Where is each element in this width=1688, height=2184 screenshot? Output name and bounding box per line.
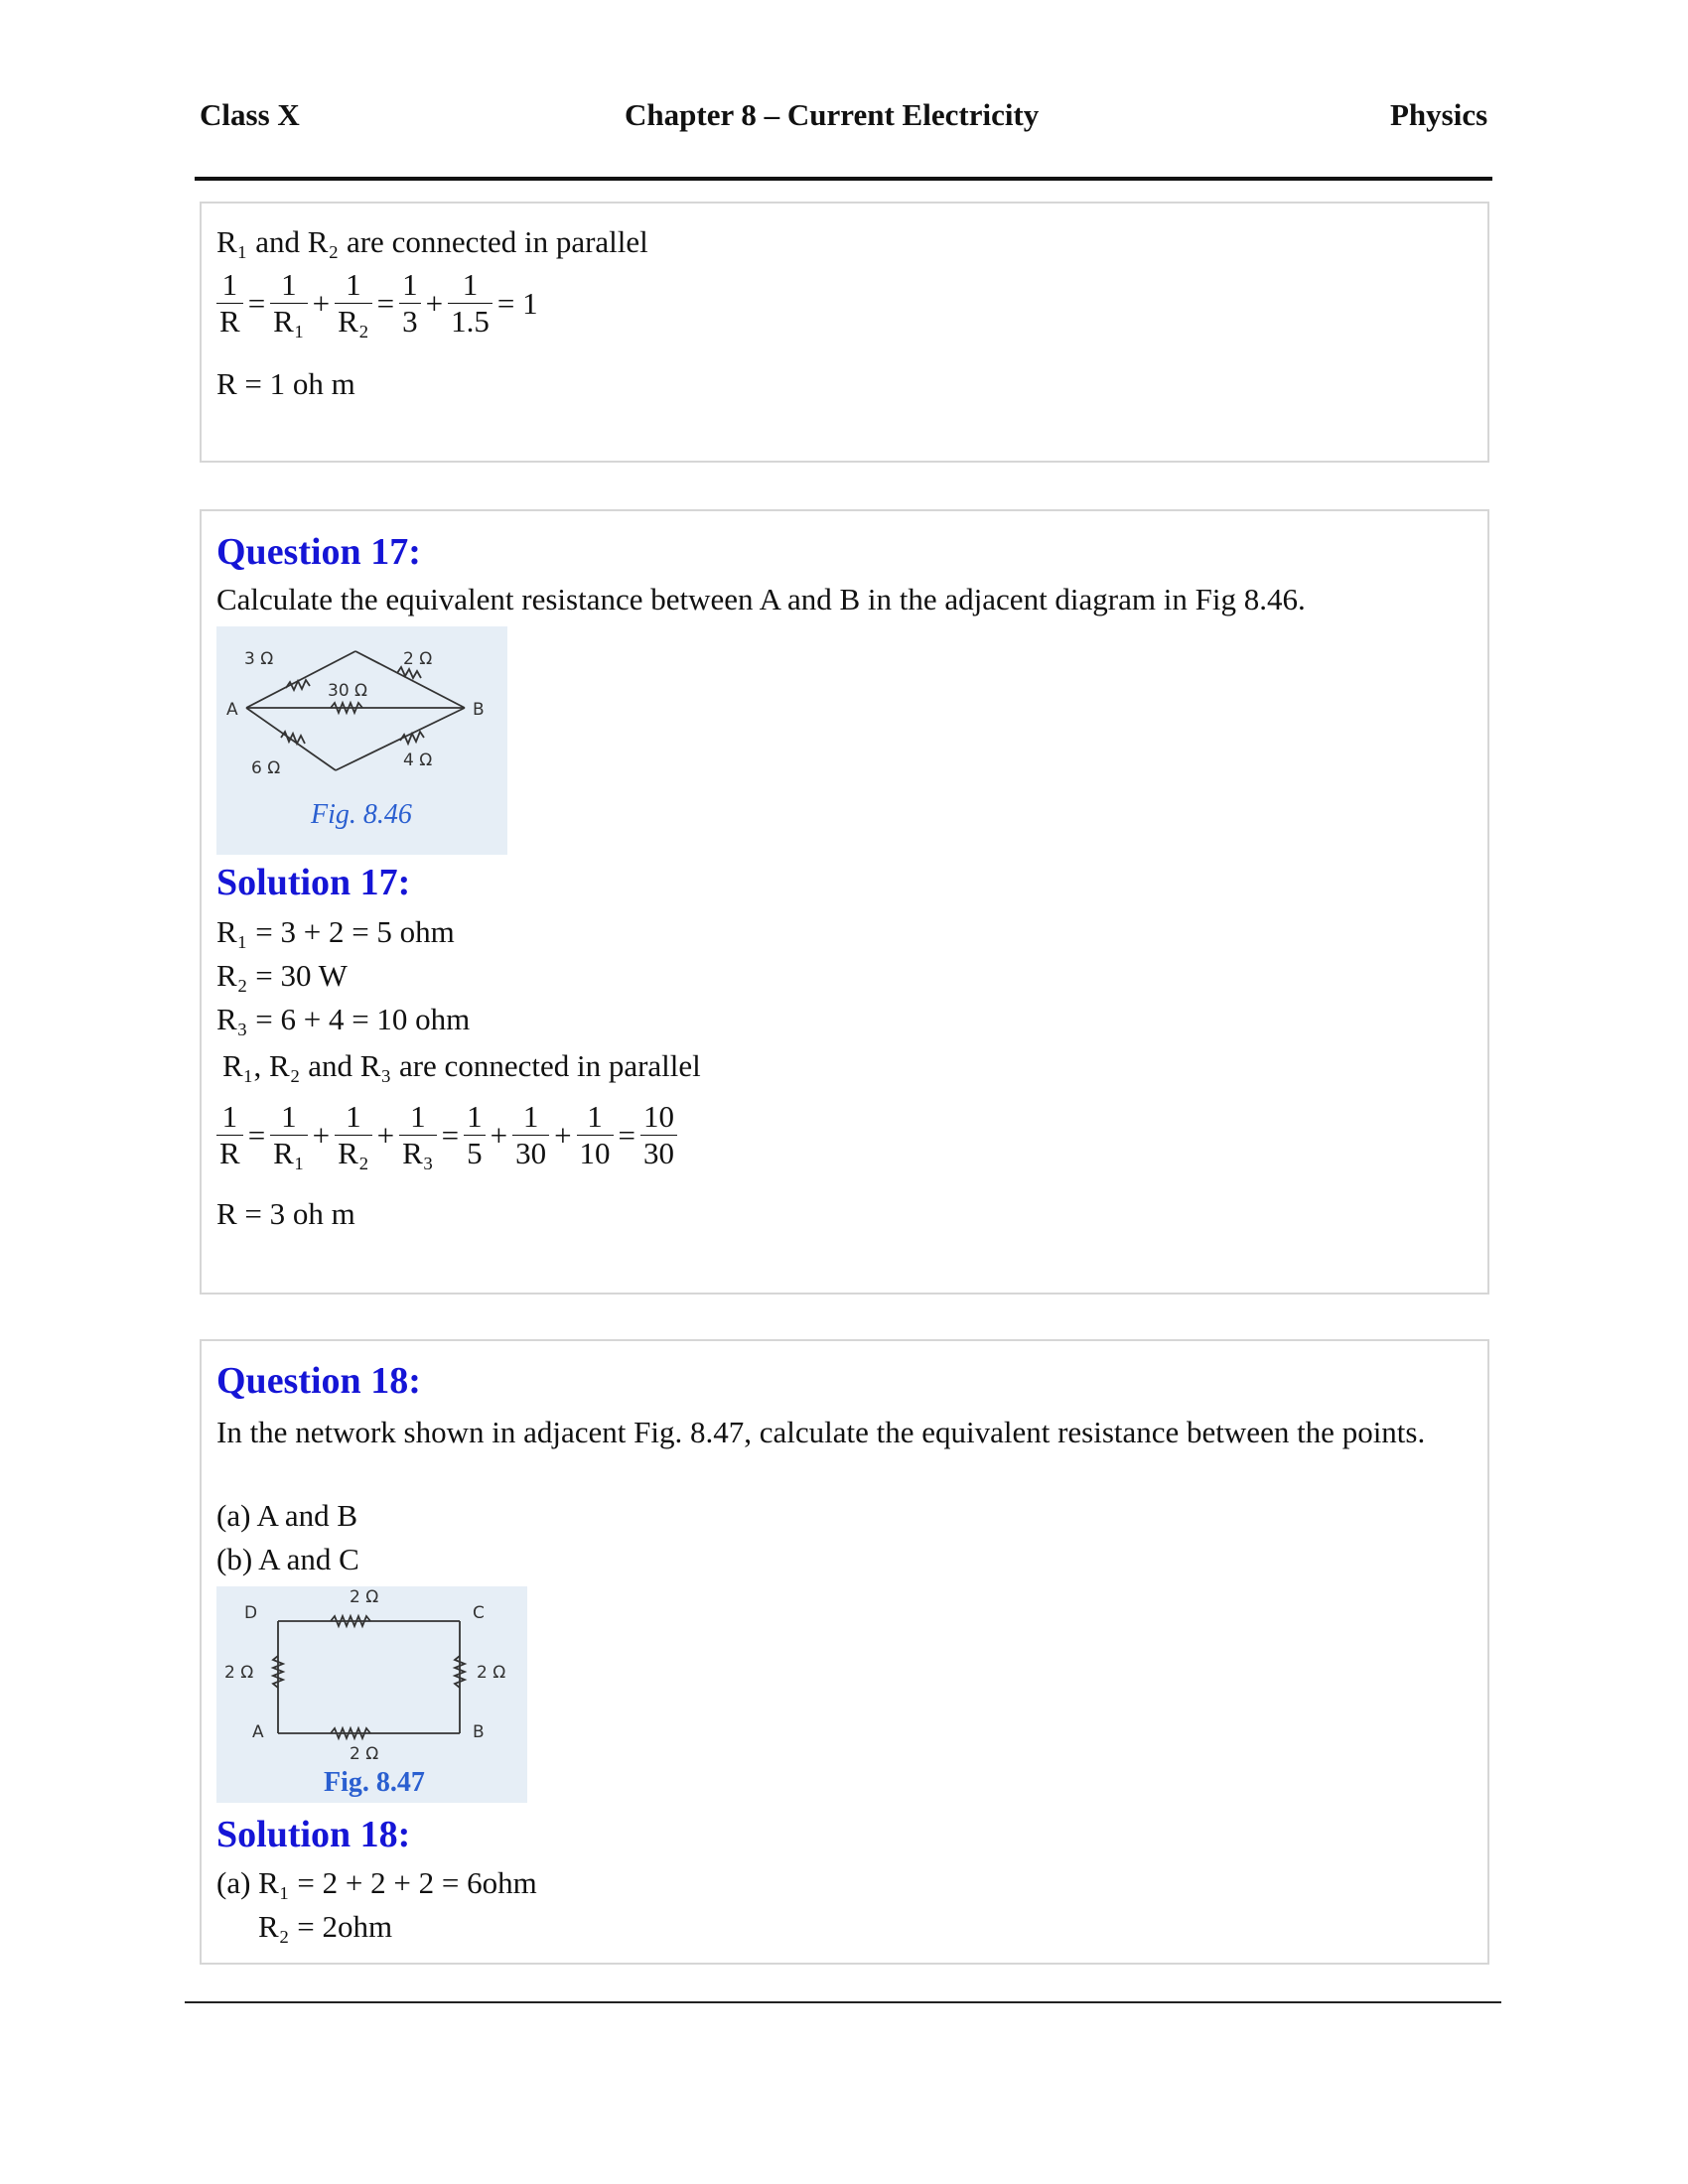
label-top-2-ohm: 2 Ω <box>350 1587 379 1607</box>
label-4-ohm: 4 Ω <box>403 751 433 770</box>
label-30-ohm: 30 Ω <box>328 681 368 701</box>
equation-result: = 1 <box>496 285 538 321</box>
solution-17-line2: R₂ = 30 W <box>216 958 348 993</box>
fraction: $\frac{1}{\text{R₃}}$ <box>399 1099 436 1170</box>
fraction: $\frac{1}{3}$ <box>399 267 421 339</box>
label-3-ohm: 3 Ω <box>244 649 274 669</box>
label-right-2-ohm: 2 Ω <box>477 1663 506 1683</box>
fraction: $\frac{1}{10}$ <box>577 1099 614 1170</box>
fraction: $\frac{1}{\text{R₂}}$ <box>335 267 371 339</box>
node-a: A <box>252 1722 264 1742</box>
option-a: (a) A and B <box>216 1498 358 1533</box>
result-text: R = 1 oh m <box>216 366 355 401</box>
fraction: $\frac{1}{\text{R₂}}$ <box>335 1099 371 1170</box>
header-class: Class X <box>200 97 300 132</box>
node-d: D <box>244 1603 258 1623</box>
parallel-statement: R₁ and R₂ are connected in parallel <box>216 224 648 259</box>
solution-17-equation: $\frac{1}{R}$ = $\frac{1}{\text{R₁}}$ + $\frac{1}{\text{R₂}}$ + $\frac{1}{\text{R₃}}$ = $\frac{1}{5}$ + $\frac{1}{30}$ + $\frac{1}{10}$ = $\frac{10}{30}$ <box>216 1099 677 1170</box>
node-a: A <box>226 700 238 720</box>
label-bottom-2-ohm: 2 Ω <box>350 1744 379 1764</box>
node-c: C <box>473 1603 485 1623</box>
fraction: $\frac{1}{\text{R₁}}$ <box>270 267 307 339</box>
figure-caption: Fig. 8.46 <box>311 799 412 830</box>
solution-continuation-box <box>200 202 1489 463</box>
option-b: (b) A and C <box>216 1542 359 1576</box>
solution-18-line2: R₂ = 2ohm <box>258 1909 393 1944</box>
fraction: $\frac{1}{1.5}$ <box>448 267 492 339</box>
question-18-text: In the network shown in adjacent Fig. 8.47, calculate the equivalent resistance between the points. <box>216 1415 1426 1449</box>
fraction: $\frac{10}{30}$ <box>640 1099 677 1170</box>
figure-caption: Fig. 8.47 <box>324 1767 425 1798</box>
fraction: $\frac{1}{R}$ <box>216 1099 243 1170</box>
label-6-ohm: 6 Ω <box>251 758 281 778</box>
fraction: $\frac{1}{R}$ <box>216 267 243 339</box>
header-rule <box>195 177 1492 181</box>
solution-17-line4: R₁, R₂ and R₃ are connected in parallel <box>222 1048 701 1083</box>
solution-17-result: R = 3 oh m <box>216 1196 355 1231</box>
node-b: B <box>473 700 485 720</box>
node-b: B <box>473 1722 485 1742</box>
question-17-text: Calculate the equivalent resistance between A and B in the adjacent diagram in Fig 8.46. <box>216 582 1306 616</box>
question-17-box <box>200 509 1489 1295</box>
solution-18-title: Solution 18: <box>216 1814 411 1855</box>
parallel-equation: $\frac{1}{R}$ = $\frac{1}{\text{R₁}}$ + $\frac{1}{\text{R₂}}$ = $\frac{1}{3}$ + $\frac{1}{1.5}$ = 1 <box>216 267 541 339</box>
header-chapter-title: Chapter 8 – Current Electricity <box>625 97 1040 132</box>
solution-18-line1: (a) R₁ = 2 + 2 + 2 = 6ohm <box>216 1865 537 1900</box>
label-left-2-ohm: 2 Ω <box>224 1663 254 1683</box>
solution-17-line1: R₁ = 3 + 2 = 5 ohm <box>216 914 455 949</box>
fraction: $\frac{1}{30}$ <box>512 1099 549 1170</box>
solution-17-line3: R₃ = 6 + 4 = 10 ohm <box>216 1002 471 1036</box>
fraction: $\frac{1}{5}$ <box>464 1099 486 1170</box>
question-18-title: Question 18: <box>216 1360 421 1402</box>
fraction: $\frac{1}{\text{R₁}}$ <box>270 1099 307 1170</box>
header-subject: Physics <box>1390 97 1488 132</box>
footer-rule <box>185 2001 1501 2003</box>
label-2-ohm: 2 Ω <box>403 649 433 669</box>
question-17-title: Question 17: <box>216 531 421 573</box>
figure-8-46 <box>216 626 507 855</box>
solution-17-title: Solution 17: <box>216 862 411 903</box>
question-18-box <box>200 1339 1489 1965</box>
figure-8-47 <box>216 1586 527 1803</box>
